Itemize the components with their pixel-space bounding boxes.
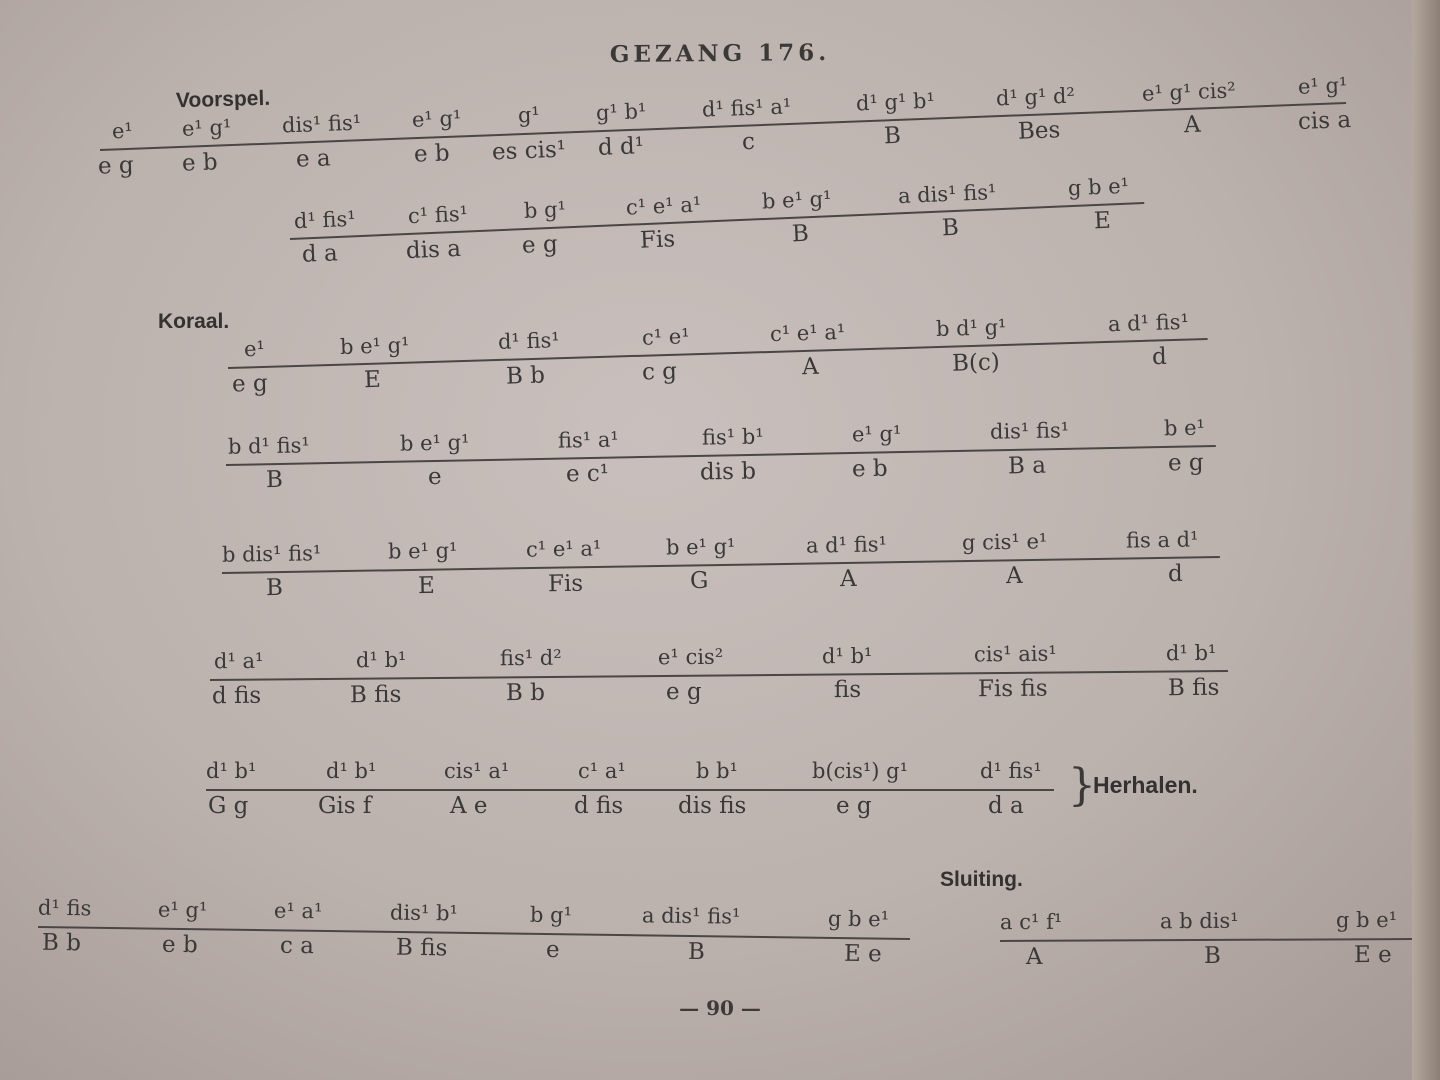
chord-upper: d¹ b¹ <box>326 759 377 783</box>
chord-upper: c¹ e¹ a¹ <box>625 192 702 220</box>
bass-lower: B <box>265 575 284 602</box>
bass-lower: d a <box>301 240 339 269</box>
chord-upper: b(cis¹) g¹ <box>812 759 909 783</box>
bass-lower: c <box>741 128 756 156</box>
chord-upper: d¹ b¹ <box>355 647 407 672</box>
chord-upper: a dis¹ fis¹ <box>641 903 741 929</box>
chord-upper: b e¹ g¹ <box>665 534 736 560</box>
bass-lower: B fis <box>395 934 448 962</box>
bass-lower: B <box>941 214 960 241</box>
bass-lower: d <box>1167 560 1183 587</box>
chord-upper: fis¹ d² <box>499 646 562 671</box>
chord-upper: g b e¹ <box>827 906 890 932</box>
bass-lower: e g <box>231 370 269 398</box>
chord-upper: b e¹ <box>1163 415 1206 441</box>
section-label-sluiting: Sluiting. <box>940 868 1023 891</box>
chord-upper: b e¹ g¹ <box>399 429 470 456</box>
chord-upper: a b dis¹ <box>1159 909 1239 934</box>
chord-upper: cis¹ ais¹ <box>973 641 1057 667</box>
chord-upper: e¹ <box>111 118 134 143</box>
bass-lower: e g <box>836 793 872 819</box>
page-title: GEZANG 176. <box>609 39 831 68</box>
staff-rule-koraal-3 <box>222 556 1220 574</box>
chord-upper: g¹ <box>517 102 541 128</box>
bass-lower: A <box>1005 563 1023 590</box>
bass-lower: G g <box>208 793 249 819</box>
bass-lower: dis fis <box>678 793 747 819</box>
chord-upper: e¹ g¹ <box>157 897 208 922</box>
bass-lower: cis a <box>1297 106 1352 135</box>
chord-upper: c¹ e¹ <box>641 324 691 350</box>
bass-lower: Fis <box>639 226 676 254</box>
bass-lower: e b <box>181 149 219 177</box>
chord-upper: b e¹ g¹ <box>387 538 458 564</box>
bass-lower: B <box>883 123 902 150</box>
chord-upper: a d¹ fis¹ <box>1107 309 1190 337</box>
chord-upper: dis¹ fis¹ <box>989 418 1070 445</box>
chord-upper: e¹ g¹ <box>851 421 902 447</box>
chord-upper: c¹ fis¹ <box>407 201 469 229</box>
bass-lower: d <box>1151 343 1168 370</box>
bass-lower: G <box>689 568 709 595</box>
bass-lower: dis a <box>405 235 462 265</box>
section-label-koraal: Koraal. <box>158 310 230 333</box>
chord-upper: e¹ g¹ <box>1297 72 1348 99</box>
bass-lower: e g <box>665 678 702 706</box>
chord-upper: fis a d¹ <box>1125 526 1199 553</box>
bass-lower: fis <box>833 677 862 704</box>
chord-upper: d¹ b¹ <box>821 643 873 668</box>
bass-lower: e <box>427 463 442 491</box>
chord-upper: e¹ <box>243 336 266 361</box>
repeat-brace: } <box>1068 760 1096 811</box>
bass-lower: A <box>839 565 857 593</box>
bass-lower: d d¹ <box>597 133 645 162</box>
bass-lower: Fis <box>547 570 584 598</box>
page-number: — 90 — <box>679 996 761 1020</box>
staff-rule-koraal-5 <box>206 789 1054 791</box>
bass-lower: d a <box>988 793 1024 819</box>
bass-lower: A <box>1025 943 1043 970</box>
bass-lower: B fis <box>349 681 402 708</box>
chord-upper: b dis¹ fis¹ <box>221 541 322 567</box>
chord-upper: e¹ g¹ <box>181 114 232 141</box>
chord-upper: d¹ g¹ b¹ <box>855 88 936 116</box>
bass-lower: Bes <box>1017 117 1061 146</box>
bass-lower: e b <box>161 931 198 958</box>
chord-upper: b b¹ <box>696 759 738 783</box>
chord-upper: dis¹ b¹ <box>389 900 459 926</box>
bass-lower: B a <box>1007 452 1047 480</box>
bass-lower: c g <box>641 358 678 386</box>
chord-upper: d¹ fis¹ a¹ <box>701 94 792 122</box>
chord-upper: e¹ g¹ <box>411 106 462 133</box>
chord-upper: e¹ g¹ cis² <box>1141 77 1237 106</box>
bass-lower: E e <box>843 940 882 968</box>
bass-lower: B b <box>41 929 82 957</box>
bass-lower: B fis <box>1167 674 1220 701</box>
bass-lower: e b <box>851 455 888 483</box>
bass-lower: E <box>1093 207 1112 235</box>
bass-lower: Gis f <box>318 793 372 819</box>
chord-upper: d¹ g¹ d² <box>995 83 1076 111</box>
chord-upper: cis¹ a¹ <box>444 759 510 783</box>
bass-lower: e b <box>413 140 451 168</box>
bass-lower: E <box>417 572 435 599</box>
chord-upper: dis¹ fis¹ <box>281 110 362 138</box>
bass-lower: B b <box>505 680 546 707</box>
bass-lower: E e <box>1353 942 1392 969</box>
chord-upper: d¹ fis¹ <box>980 759 1042 783</box>
bass-lower: e a <box>295 144 332 173</box>
repeat-label: Herhalen. <box>1093 772 1198 798</box>
chord-upper: d¹ fis <box>37 895 92 921</box>
chord-upper: fis¹ b¹ <box>701 424 764 450</box>
chord-upper: g b e¹ <box>1067 173 1130 201</box>
bass-lower: e g <box>97 152 135 180</box>
section-label-voorspel: Voorspel. <box>175 86 271 113</box>
chord-upper: fis¹ a¹ <box>557 427 620 453</box>
bass-lower: B <box>265 467 284 494</box>
chord-upper: b d¹ fis¹ <box>227 433 311 459</box>
chord-upper: e¹ a¹ <box>273 898 323 924</box>
chord-upper: b g¹ <box>523 197 567 223</box>
chord-upper: c¹ e¹ a¹ <box>525 536 602 562</box>
bass-lower: B <box>791 220 810 248</box>
bass-lower: A <box>801 353 819 381</box>
chord-upper: a c¹ f¹ <box>999 909 1063 935</box>
bass-lower: c a <box>279 933 315 960</box>
chord-upper: d¹ b¹ <box>1165 640 1217 665</box>
chord-upper: b e¹ g¹ <box>761 186 832 214</box>
chord-upper: d¹ b¹ <box>206 759 257 783</box>
chord-upper: a dis¹ fis¹ <box>897 180 997 209</box>
bass-lower: e <box>545 936 560 964</box>
bass-lower: A e <box>450 793 488 819</box>
chord-upper: g cis¹ e¹ <box>961 529 1048 555</box>
bass-lower: B b <box>505 362 546 390</box>
chord-upper: b g¹ <box>529 902 573 928</box>
staff-rule-sluiting-1 <box>1000 938 1412 942</box>
bass-lower: es cis¹ <box>491 136 567 166</box>
chord-upper: g b e¹ <box>1335 908 1398 933</box>
chord-upper: a d¹ fis¹ <box>805 531 888 558</box>
bass-lower: Fis fis <box>977 675 1048 703</box>
chord-upper: b e¹ g¹ <box>339 332 410 359</box>
bass-lower: e c¹ <box>565 461 610 488</box>
bass-lower: B(c) <box>951 348 1001 377</box>
bass-lower: e g <box>521 231 559 259</box>
chord-upper: b d¹ g¹ <box>935 315 1007 342</box>
bass-lower: d fis <box>211 682 262 710</box>
chord-upper: d¹ a¹ <box>213 648 264 674</box>
chord-upper: c¹ a¹ <box>578 759 626 783</box>
chord-upper: d¹ fis¹ <box>497 328 561 354</box>
bass-lower: dis b <box>699 458 757 486</box>
chord-upper: g¹ b¹ <box>595 99 647 126</box>
bass-lower: E <box>363 366 382 394</box>
bass-lower: e g <box>1167 449 1204 477</box>
chord-upper: c¹ e¹ a¹ <box>769 319 846 347</box>
bass-lower: B <box>687 938 706 966</box>
bass-lower: A <box>1183 111 1202 139</box>
chord-upper: d¹ fis¹ <box>293 206 357 234</box>
bass-lower: d fis <box>574 793 624 819</box>
chord-upper: e¹ cis² <box>657 644 724 670</box>
bass-lower: B <box>1203 942 1221 970</box>
